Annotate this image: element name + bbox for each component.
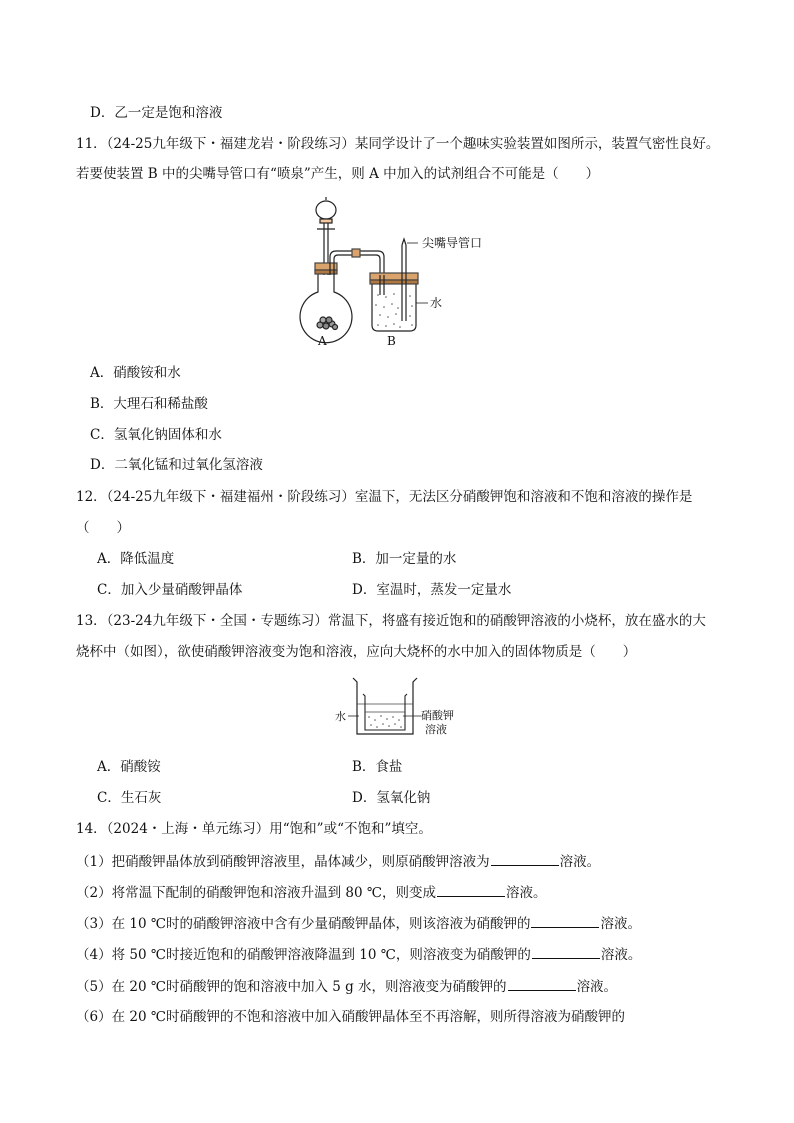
q12-stem-line2: （ ） (76, 520, 130, 536)
answer-blank-1[interactable] (491, 851, 559, 866)
large-beaker (353, 678, 417, 734)
label-kno3-line2: 溶液 (425, 723, 447, 736)
q14-item-1: （1）把硝酸钾晶体放到硝酸钾溶液里，晶体减少，则原硝酸钾溶液为 溶液。 (76, 851, 600, 872)
q13-option-c: C．生石灰 (97, 790, 162, 806)
label-water: 水 (430, 296, 443, 310)
q14-item-5: （5）在 20 ℃时硝酸钾的饱和溶液中加入 5 g 水，则溶液变为硝酸钾的 溶液。 (76, 976, 617, 997)
label-a: A (318, 334, 327, 348)
connecting-tube (330, 249, 384, 275)
q12-option-a: A．降低温度 (97, 551, 175, 567)
label-kno3-line1: 硝酸钾 (421, 709, 454, 722)
small-beaker (363, 694, 407, 730)
q11-option-d: D．二氧化锰和过氧化氢溶液 (90, 457, 263, 473)
label-nozzle: 尖嘴导管口 (422, 236, 483, 250)
q13-option-b: B．食盐 (352, 759, 403, 775)
q12-stem-line1: 12．（24-25九年级下・福建福州・阶段练习）室温下，无法区分硝酸钾饱和溶液和不饱和溶液的操作是 (76, 489, 693, 505)
label-b: B (387, 334, 396, 348)
q11-option-c: C．氢氧化钠固体和水 (90, 427, 222, 443)
q14-item-2: （2）将常温下配制的硝酸钾饱和溶液升温到 80 ℃，则变成 溶液。 (76, 882, 546, 903)
label-water: 水 (335, 710, 346, 723)
q12-option-d: D．室温时，蒸发一定量水 (352, 582, 512, 598)
q14-stem: 14．（2024・上海・单元练习）用“饱和”或“不饱和”填空。 (76, 821, 432, 837)
water-dots (375, 293, 413, 328)
q11-option-b: B．大理石和稀盐酸 (90, 396, 208, 412)
q14-item-3: （3）在 10 ℃时的硝酸钾溶液中含有少量硝酸钾晶体，则该溶液为硝酸钾的 溶液。 (76, 913, 641, 934)
answer-blank-3[interactable] (531, 913, 599, 928)
q12-option-b: B．加一定量的水 (352, 551, 457, 567)
q12-option-c: C．加入少量硝酸钾晶体 (97, 582, 243, 598)
q13-stem-line2: 烧杯中（如图），欲使硝酸钾溶液变为饱和溶液，应向大烧杯的水中加入的固体物质是（ ） (76, 644, 637, 660)
answer-blank-4[interactable] (532, 944, 600, 959)
q11-stem-line1: 11．（24-25九年级下・福建龙岩・阶段练习）某同学设计了一个趣味实验装置如图所示，装置气密性良好。 (76, 136, 720, 152)
q14-item-4: （4）将 50 ℃时接近饱和的硝酸钾溶液降温到 10 ℃，则溶液变为硝酸钾的 溶液。 (76, 944, 641, 965)
answer-blank-5[interactable] (508, 976, 576, 991)
q11-option-a: A．硝酸铵和水 (90, 365, 181, 381)
q11-apparatus-figure (290, 195, 510, 350)
bottle-b (370, 239, 418, 331)
q11-stem-line2: 若要使装置 B 中的尖嘴导管口有“喷泉”产生，则 A 中加入的试剂组合不可能是（ ） (76, 166, 600, 182)
q13-stem-line1: 13．（23-24九年级下・全国・专题练习）常温下，将盛有接近饱和的硝酸钾溶液的小烧杯，放在盛水的大 (76, 613, 706, 629)
q10-option-d: D．乙一定是饱和溶液 (90, 105, 223, 121)
answer-blank-2[interactable] (437, 882, 505, 897)
solution-dots (368, 715, 402, 728)
q13-option-d: D．氢氧化钠 (352, 790, 431, 806)
q13-beaker-figure (335, 672, 465, 742)
flask-a (300, 263, 352, 343)
q14-item-6: （6）在 20 ℃时硝酸钾的不饱和溶液中加入硝酸钾晶体至不再溶解，则所得溶液为硝酸钾的 (76, 1009, 625, 1025)
q13-option-a: A．硝酸铵 (97, 759, 161, 775)
